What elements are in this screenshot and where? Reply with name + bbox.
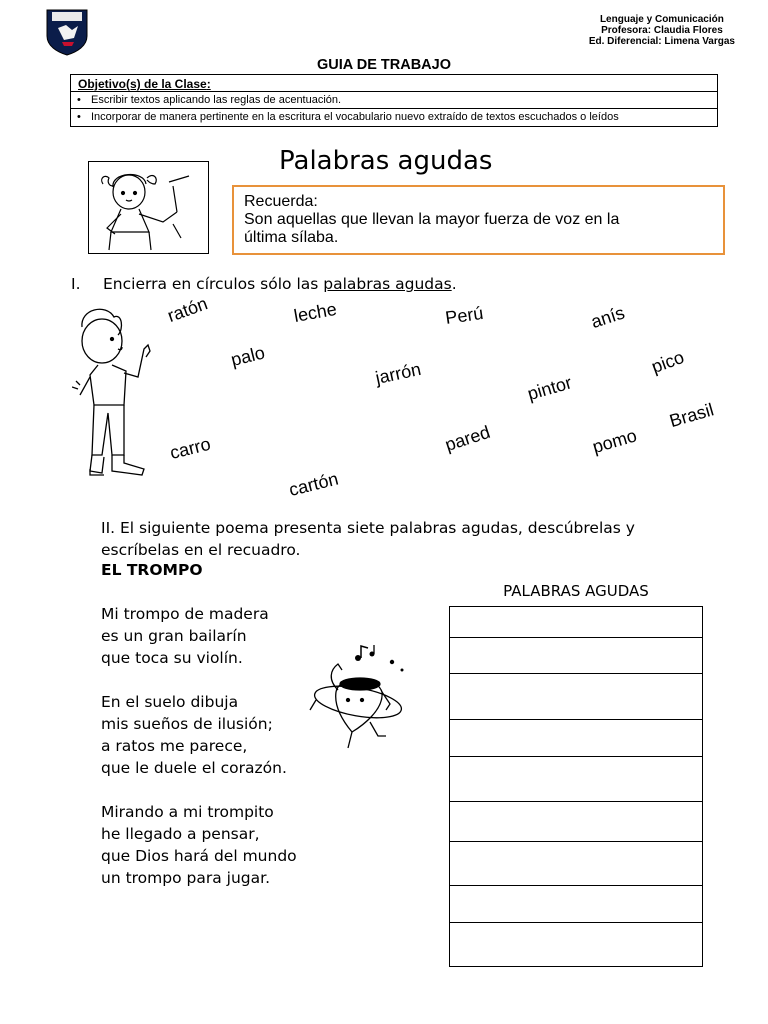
answer-cell[interactable] (450, 802, 703, 842)
section-2-instruction (101, 517, 721, 561)
objectives-box (70, 74, 718, 127)
table-row (450, 638, 703, 674)
table-row (450, 923, 703, 967)
table-row (450, 607, 703, 638)
objective-text: Escribir textos aplicando las reglas de acentuación. (91, 94, 342, 106)
word-choice: Perú (444, 302, 485, 329)
section-1-roman: I. (71, 275, 81, 293)
objective-item: • Incorporar de manera pertinente en la escritura el vocabulario nuevo extraído de textos escuchados o leídos (77, 111, 619, 123)
section-1-instruction (71, 275, 457, 293)
header-info (589, 14, 735, 47)
reminder-line-2: última sílaba. (244, 229, 339, 246)
answer-table (449, 606, 703, 967)
word-choice: pomo (590, 425, 640, 458)
reminder-box (232, 185, 725, 255)
word-choice: carro (167, 433, 213, 464)
school-logo (44, 8, 90, 56)
table-row (450, 720, 703, 757)
poem-line: que Dios hará del mundo (101, 847, 297, 865)
poem-line: es un gran bailarín (101, 627, 247, 645)
objective-text: Incorporar de manera pertinente en la escritura el vocabulario nuevo extraído de textos escuchados o leídos (91, 111, 619, 123)
table-row (450, 842, 703, 886)
word-choice: pintor (525, 372, 575, 405)
header-special-ed: Ed. Diferencial: Limena Vargas (588, 36, 735, 47)
answer-box-title: PALABRAS AGUDAS (503, 582, 649, 600)
objectives-title (78, 77, 211, 91)
poem-line: un trompo para jugar. (101, 869, 270, 887)
word-choice: palo (228, 342, 267, 371)
answer-cell[interactable] (450, 607, 703, 638)
answer-cell[interactable] (450, 674, 703, 720)
poem-line: Mi trompo de madera (101, 605, 269, 623)
objectives-title-text: Objetivo(s) de la Clase (78, 77, 207, 91)
poem-line: he llegado a pensar, (101, 825, 260, 843)
section-2-line-1: II. El siguiente poema presenta siete palabras agudas, descúbrelas y (101, 519, 635, 537)
reminder-label: Recuerda: (244, 193, 318, 210)
school-crest-icon (44, 8, 90, 56)
word-choice: jarrón (373, 358, 423, 389)
answer-cell[interactable] (450, 720, 703, 757)
word-choice: pared (442, 421, 493, 456)
word-choice: Brasil (667, 399, 716, 432)
word-choice: cartón (286, 468, 341, 501)
poem-line: que toca su violín. (101, 649, 243, 667)
poem-line: En el suelo dibuja (101, 693, 239, 711)
word-choice: leche (292, 298, 339, 327)
answer-cell[interactable] (450, 923, 703, 967)
guide-title: GUIA DE TRABAJO (317, 57, 451, 73)
answer-cell[interactable] (450, 842, 703, 886)
word-choice: anís (588, 302, 628, 333)
page-title: Palabras agudas (279, 146, 493, 176)
answer-cell[interactable] (450, 757, 703, 802)
objectives-divider (71, 91, 717, 92)
table-row (450, 802, 703, 842)
poem-line: a ratos me parece, (101, 737, 248, 755)
objectives-divider (71, 108, 717, 109)
table-row (450, 674, 703, 720)
poem-line: Mirando a mi trompito (101, 803, 274, 821)
dancing-top-icon (308, 640, 413, 755)
objective-item: • Escribir textos aplicando las reglas de acentuación. (77, 94, 342, 106)
poem-line: mis sueños de ilusión; (101, 715, 273, 733)
objectives-title-colon: : (206, 77, 211, 91)
section-1-text: Encierra en círculos sólo las (103, 275, 324, 293)
spinning-top-illustration (308, 640, 413, 755)
reminder-line-1: Son aquellas que llevan la mayor fuerza de voz en la (244, 211, 620, 228)
girl-illustration-box (88, 161, 209, 254)
table-row (450, 757, 703, 802)
section-1-underlined: palabras agudas (323, 275, 452, 293)
answer-cell[interactable] (450, 886, 703, 923)
word-choice: ratón (164, 293, 211, 327)
poem-title: EL TROMPO (101, 561, 203, 579)
answer-cell[interactable] (450, 638, 703, 674)
section-2-line-2: escríbelas en el recuadro. (101, 541, 301, 559)
section-1-period: . (451, 275, 457, 293)
header-subject: Lenguaje y Comunicación (599, 14, 724, 25)
poem-line: que le duele el corazón. (101, 759, 287, 777)
word-choice: pico (648, 346, 687, 378)
boy-illustration (72, 305, 164, 485)
boy-thinking-icon (72, 305, 164, 485)
girl-pointing-icon (89, 162, 208, 253)
table-row (450, 886, 703, 923)
header-teacher: Profesora: Claudia Flores (601, 25, 723, 36)
